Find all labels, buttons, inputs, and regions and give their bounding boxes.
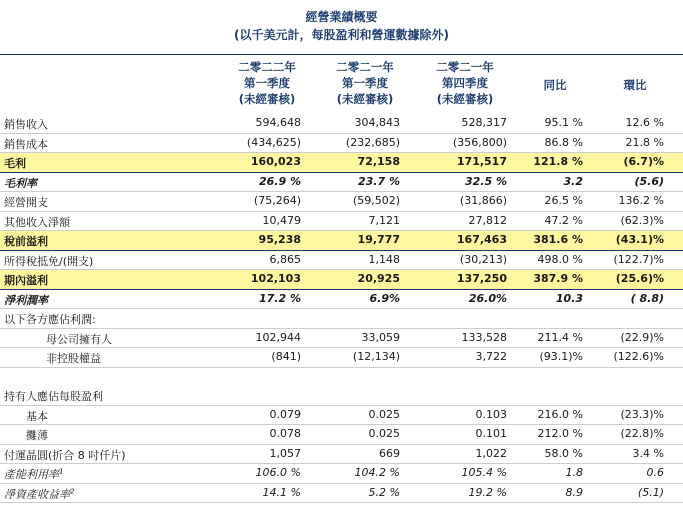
table-cell: 0.025 bbox=[368, 427, 400, 440]
row-label: 淨資產收益率$^2$ bbox=[4, 486, 75, 501]
table-row bbox=[0, 134, 683, 154]
table-cell: (23.3)% bbox=[620, 407, 664, 421]
table-cell: 304,843 bbox=[354, 116, 400, 129]
table-cell: 387.9 % bbox=[533, 272, 583, 285]
table-cell: 26.0% bbox=[468, 291, 507, 305]
table-cell: 216.0 % bbox=[537, 407, 583, 421]
table-cell: 594,648 bbox=[255, 116, 301, 129]
col-header-2021q1: 二零二一年 第一季度 (未經審核) bbox=[336, 60, 394, 106]
table-row bbox=[0, 368, 683, 387]
table-cell: 95,238 bbox=[258, 233, 301, 246]
table-row bbox=[0, 251, 683, 271]
table-cell: 1.8 bbox=[565, 466, 583, 479]
table-row bbox=[0, 445, 683, 465]
table-cell: 0.6 bbox=[646, 466, 664, 479]
table-row bbox=[0, 270, 683, 290]
table-cell: 1,022 bbox=[475, 446, 507, 460]
table-cell: (356,800) bbox=[452, 135, 507, 149]
footnote-marker: 2 bbox=[70, 486, 75, 495]
table-cell: 3,722 bbox=[475, 350, 507, 363]
page-title: 經營業績概要 bbox=[305, 10, 378, 24]
table-cell: (75,264) bbox=[253, 194, 301, 207]
table-cell: 102,103 bbox=[250, 272, 301, 285]
table-cell: (43.1)% bbox=[615, 233, 664, 246]
table-cell: 160,023 bbox=[250, 155, 301, 168]
table-cell: 498.0 % bbox=[537, 252, 583, 266]
table-cell: 1,057 bbox=[269, 446, 301, 460]
table-cell: 27,812 bbox=[468, 213, 507, 227]
table-row bbox=[0, 192, 683, 212]
table-cell: 136.2 % bbox=[618, 194, 664, 207]
table-cell: 19,777 bbox=[357, 233, 400, 246]
table-cell: 33,059 bbox=[361, 330, 400, 344]
table-cell: 3.4 % bbox=[632, 446, 664, 460]
table-cell: (93.1)% bbox=[539, 350, 583, 363]
table-cell: (5.6) bbox=[634, 174, 664, 188]
table-cell: (31,866) bbox=[459, 194, 507, 207]
table-cell: 137,250 bbox=[456, 272, 507, 285]
table-cell: 381.6 % bbox=[533, 233, 583, 246]
table-row bbox=[0, 406, 683, 426]
table-row bbox=[0, 464, 683, 484]
row-label: 母公司擁有人 bbox=[46, 332, 112, 346]
table-cell: (841) bbox=[271, 350, 301, 363]
row-label: 基本 bbox=[26, 409, 48, 423]
table-cell: 211.4 % bbox=[537, 330, 583, 344]
table-header bbox=[0, 54, 683, 113]
table-row bbox=[0, 329, 683, 349]
table-cell: 102,944 bbox=[255, 330, 301, 344]
table-cell: 171,517 bbox=[456, 155, 507, 168]
table-cell: 104.2 % bbox=[354, 466, 400, 479]
table-cell: (22.9)% bbox=[620, 330, 664, 344]
row-label: 產能利用率$^1$ bbox=[4, 467, 64, 481]
row-label: 稅前溢利 bbox=[4, 235, 48, 248]
table-cell: (59,502) bbox=[352, 194, 400, 207]
table-cell: 8.9 bbox=[565, 485, 583, 499]
row-label: 銷售收入 bbox=[4, 118, 48, 131]
table-row bbox=[0, 114, 683, 134]
table-cell: 21.8 % bbox=[625, 135, 664, 149]
table-cell: 212.0 % bbox=[537, 427, 583, 440]
table-cell: (5.1) bbox=[637, 485, 664, 499]
table-cell: (122.6)% bbox=[613, 350, 664, 363]
table-cell: 12.6 % bbox=[625, 116, 664, 129]
row-label: 付運晶圓(折合 8 吋仟片) bbox=[4, 448, 126, 462]
table-cell: (30,213) bbox=[459, 252, 507, 266]
col-header-yoy: 同比 bbox=[543, 78, 567, 92]
table-cell: (434,625) bbox=[246, 135, 301, 149]
table-cell: 7,121 bbox=[368, 213, 400, 227]
table-row bbox=[0, 386, 683, 406]
table-cell: 6,865 bbox=[269, 252, 301, 266]
table-cell: (232,685) bbox=[345, 135, 400, 149]
table-cell: 95.1 % bbox=[544, 116, 583, 129]
table-row bbox=[0, 212, 683, 232]
table-cell: (12,134) bbox=[352, 350, 400, 363]
table-body bbox=[0, 114, 683, 503]
table-cell: 528,317 bbox=[461, 116, 507, 129]
table-cell: (25.6)% bbox=[615, 272, 664, 285]
row-label: 毛利 bbox=[4, 157, 26, 170]
table-cell: 3.2 bbox=[563, 174, 583, 188]
table-row bbox=[0, 290, 683, 310]
table-cell: 23.7 % bbox=[358, 174, 400, 188]
row-label: 淨利潤率 bbox=[4, 293, 48, 307]
table-row bbox=[0, 231, 683, 251]
table-cell: 17.2 % bbox=[259, 291, 301, 305]
row-label: 所得稅抵免/(開支) bbox=[4, 254, 94, 268]
table-cell: 105.4 % bbox=[461, 466, 507, 479]
table-cell: (62.3)% bbox=[620, 213, 664, 227]
table-cell: (22.8)% bbox=[620, 427, 664, 440]
table-cell: 0.078 bbox=[269, 427, 301, 440]
row-label: 經營開支 bbox=[4, 196, 48, 209]
table-cell: 0.101 bbox=[475, 427, 507, 440]
table-row bbox=[0, 484, 683, 504]
row-label: 以下各方應佔利潤: bbox=[4, 313, 96, 326]
table-cell: 32.5 % bbox=[465, 174, 507, 188]
table-cell: 5.2 % bbox=[368, 485, 400, 499]
col-header-qoq: 環比 bbox=[623, 78, 647, 92]
row-label: 攤薄 bbox=[26, 429, 48, 442]
table-cell: (6.7)% bbox=[623, 155, 664, 168]
page-subtitle: (以千美元計，每股盈利和營運數據除外) bbox=[234, 28, 449, 42]
table-cell: (122.7)% bbox=[613, 252, 664, 266]
table-cell: 26.5 % bbox=[544, 194, 583, 207]
col-header-2022q1: 二零二二年 第一季度 (未經審核) bbox=[238, 60, 296, 106]
table-cell: 106.0 % bbox=[255, 466, 301, 479]
row-label: 銷售成本 bbox=[4, 137, 48, 151]
table-cell: 10,479 bbox=[262, 213, 301, 227]
table-cell: 0.079 bbox=[269, 407, 301, 421]
row-label: 毛利率 bbox=[4, 176, 37, 190]
table-cell: 86.8 % bbox=[544, 135, 583, 149]
table-cell: 121.8 % bbox=[533, 155, 583, 168]
table-cell: 0.103 bbox=[475, 407, 507, 421]
row-label: 持有人應佔每股盈利 bbox=[4, 390, 103, 403]
table-row bbox=[0, 348, 683, 368]
table-cell: 10.3 bbox=[555, 291, 583, 305]
table-cell: 47.2 % bbox=[544, 213, 583, 227]
table-row bbox=[0, 425, 683, 445]
table-row bbox=[0, 309, 683, 329]
table-cell: 6.9% bbox=[369, 291, 400, 305]
table-cell: ( 8.8) bbox=[630, 291, 664, 305]
table-cell: 133,528 bbox=[461, 330, 507, 344]
table-cell: 14.1 % bbox=[262, 485, 301, 499]
col-header-2021q4: 二零二一年 第四季度 (未經審核) bbox=[436, 60, 494, 106]
table-cell: 58.0 % bbox=[544, 446, 583, 460]
table-row bbox=[0, 173, 683, 193]
row-label: 非控股權益 bbox=[46, 352, 101, 365]
table-cell: 19.2 % bbox=[468, 485, 507, 499]
row-label: 期內溢利 bbox=[4, 274, 48, 287]
table-cell: 26.9 % bbox=[259, 174, 301, 188]
table-cell: 167,463 bbox=[456, 233, 507, 246]
table-cell: 1,148 bbox=[368, 252, 400, 266]
table-cell: 20,925 bbox=[357, 272, 400, 285]
footnote-marker: 1 bbox=[59, 467, 64, 476]
table-cell: 0.025 bbox=[368, 407, 400, 421]
table-cell: 669 bbox=[379, 446, 400, 460]
table-cell: 72,158 bbox=[357, 155, 400, 168]
row-label: 其他收入淨額 bbox=[4, 215, 70, 229]
table-row bbox=[0, 153, 683, 173]
